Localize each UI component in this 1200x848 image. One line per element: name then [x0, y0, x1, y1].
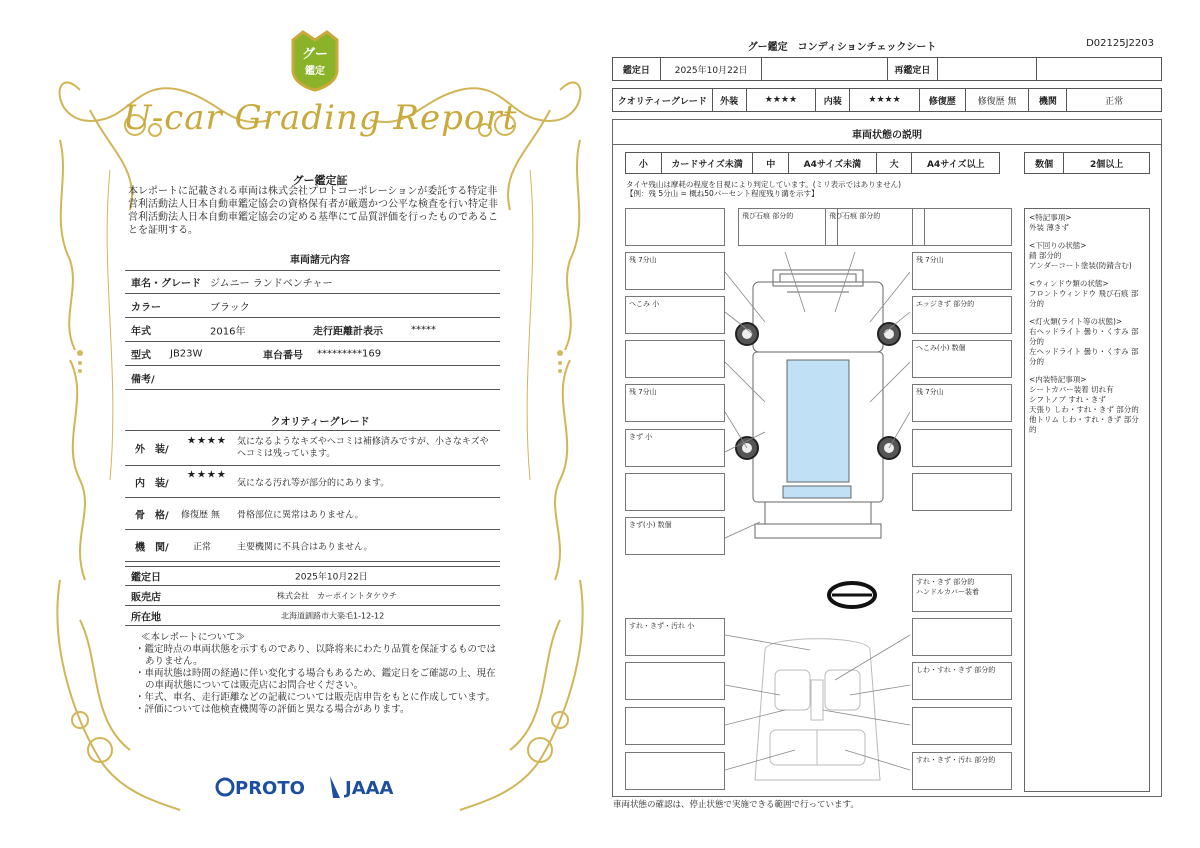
model-value: JB23W [170, 348, 203, 359]
date-table [612, 57, 1162, 81]
year-label: 年式 [131, 326, 151, 337]
tire-note-line: タイヤ残山は摩耗の程度を目視により判定しています。(ミリ表示ではありません) [626, 180, 902, 189]
grade-row-exterior [125, 430, 500, 466]
interior-box: しわ・すれ・きず 部分的 [912, 662, 1012, 700]
interior-stars: ★★★★ [187, 469, 227, 481]
size-small-label: 小 [626, 153, 662, 173]
chassis-value: *********169 [317, 348, 382, 359]
remarks-label: 備考/ [131, 374, 155, 385]
sheet-code: D02125J2203 [1086, 38, 1154, 49]
info-row-address [125, 606, 500, 626]
jaaa-logo-text: JAAA [345, 778, 394, 799]
exterior-box [625, 340, 725, 378]
ext-label: 外装 [713, 89, 747, 111]
int-label: 内装 [816, 89, 850, 111]
special-line: <特記事項> [1029, 213, 1072, 222]
exterior-box [625, 473, 725, 511]
bottom-note: 車両状態の確認は、停止状態で実施できる範囲で行っています。 [613, 800, 859, 810]
grade-row-interior [125, 466, 500, 498]
exterior-box: 残 7分山 [912, 384, 1012, 422]
exterior-box: 残 7分山 [625, 384, 725, 422]
redate-blank-cell [1037, 58, 1161, 80]
note-item: ・評価については他検査機関等の評価と異なる場合があります。 [135, 704, 410, 715]
mileage-label: 走行距離計表示 [313, 326, 383, 337]
count-legend-table [1024, 152, 1150, 174]
shop-label: 販売店 [131, 592, 161, 603]
year-value: 2016年 [210, 326, 246, 337]
special-line: 天張り しわ・すれ・きず 部分的 [1029, 405, 1139, 414]
special-line: シフトノブ すれ・きず [1029, 395, 1106, 404]
interior-box [912, 707, 1012, 745]
spec-row-year [125, 318, 500, 342]
name-value: ジムニー ランドベンチャー [210, 278, 333, 290]
sheet-title: グー鑑定 コンディションチェックシート [747, 42, 937, 53]
info-row-date [125, 566, 500, 586]
date-value: 2025年10月22日 [661, 58, 763, 80]
frame-note: 骨格部位に異常はありません。 [237, 510, 364, 520]
ext-stars: ★★★★ [747, 89, 817, 111]
engine-label: 機 関/ [135, 542, 169, 553]
size-mid-desc: A4サイズ未満 [789, 153, 877, 173]
special-line: 他トリム しわ・すれ・きず 部分的 [1029, 415, 1139, 434]
quality-section-title: クオリティーグレード [270, 417, 370, 428]
count-label: 数個 [1025, 153, 1064, 173]
car-interior-diagram [725, 630, 910, 790]
specs-section-title: 車両諸元内容 [290, 255, 350, 266]
engine-label: 機関 [1029, 89, 1067, 111]
exterior-box: きず(小) 数個 [625, 517, 725, 555]
special-line: <ウィンドウ類の状態> [1029, 279, 1109, 288]
special-line: フロントウィンドウ 飛び石痕 部分的 [1029, 289, 1139, 308]
special-line: アンダーコート塗装(防錆含む) [1029, 261, 1132, 270]
exterior-box [625, 208, 725, 246]
spec-row-color [125, 294, 500, 318]
address-label: 所在地 [131, 612, 161, 623]
exterior-note: 気になるようなキズやヘコミは補修済みですが、小さなキズやヘコミは残っています。 [237, 437, 489, 459]
proto-logo-icon [217, 779, 233, 795]
quality-label: クオリティーグレード [613, 89, 713, 111]
count-value: 2個以上 [1090, 159, 1124, 170]
special-line: シートカバー装着 切れ有 [1029, 385, 1114, 394]
interior-box [912, 618, 1012, 656]
condition-title: 車両状態の説明 [852, 130, 922, 141]
special-line: <内装特記事項> [1029, 375, 1087, 384]
date-blank-cell [762, 58, 888, 80]
tire-note-line: 【例：残 5分山 = 概ね50パーセント程度残り溝を示す】 [626, 189, 819, 198]
svg-text:鑑定: 鑑定 [305, 66, 325, 77]
exterior-label: 外 装/ [135, 444, 169, 456]
frame-label: 骨 格/ [135, 510, 169, 521]
special-line: 右ヘッドライト 曇り・くすみ 部分的 [1029, 327, 1139, 346]
date-label: 鑑定日 [613, 58, 661, 80]
size-mid-label: 中 [753, 153, 789, 173]
interior-box: すれ・きず 部分的 ハンドルカバー装着 [912, 574, 1012, 612]
size-legend-table [625, 152, 1000, 174]
spec-row-remarks [125, 366, 500, 390]
notes-title: ≪本レポートについて≫ [141, 632, 246, 643]
interior-note: 気になる汚れ等が部分的にあります。 [237, 478, 390, 488]
info-row-shop [125, 586, 500, 606]
certificate-heading: グー鑑定証 [292, 174, 348, 187]
color-label: カラー [131, 302, 161, 313]
frame-value: 修復歴 無 [181, 510, 220, 520]
svg-text:グー: グー [301, 47, 329, 62]
spec-row-model [125, 342, 500, 366]
special-line: <灯火類(ライト等の状態)> [1029, 317, 1123, 326]
size-large-desc: A4サイズ以上 [926, 159, 985, 170]
interior-box [625, 662, 725, 700]
redate-value [938, 58, 1038, 80]
special-notes [1024, 208, 1150, 792]
interior-box [625, 752, 725, 790]
grading-certificate [40, 20, 600, 830]
interior-box [625, 707, 725, 745]
engine-value: 正常 [1105, 96, 1124, 107]
special-line: <下回りの状態> [1029, 241, 1087, 250]
engine-value: 正常 [193, 542, 212, 552]
repair-value: 修復歴 無 [966, 89, 1030, 111]
jaaa-logo-icon [330, 776, 340, 798]
mileage-value: ***** [411, 324, 436, 335]
model-label: 型式 [131, 350, 151, 361]
special-line: 外装 薄きず [1029, 223, 1069, 232]
exterior-box [912, 429, 1012, 467]
proto-logo-text: PROTO [235, 778, 305, 799]
tire-note [626, 180, 901, 198]
int-stars: ★★★★ [850, 89, 920, 111]
special-line: 錆 部分的 [1029, 251, 1062, 260]
address-value: 北海道釧路市大楽毛1-12-12 [281, 611, 385, 620]
note-item: ・車両状態は時間の経過に伴い変化する場合もあるため、鑑定日をご確認の上、現在の車両状態については販売店にお問合せください。 [135, 668, 496, 691]
exterior-box: きず 小 [625, 429, 725, 467]
color-value: ブラック [210, 302, 250, 313]
size-small-desc: カードサイズ未満 [662, 153, 754, 173]
grade-row-engine [125, 530, 500, 562]
exterior-box: 残 7分山 [625, 252, 725, 290]
exterior-stars: ★★★★ [187, 435, 227, 447]
name-label: 車名・グレード [131, 278, 201, 290]
engine-note: 主要機関に不具合はありません。 [237, 542, 373, 552]
exterior-box: へこみ(小) 数個 [912, 340, 1012, 378]
quality-table [612, 88, 1162, 112]
footer-logos [215, 772, 415, 802]
exterior-box [912, 473, 1012, 511]
goo-kantei-badge-icon [285, 30, 345, 92]
special-line: 左ヘッドライト 曇り・くすみ 部分的 [1029, 347, 1139, 366]
report-title: U-car Grading Report [122, 98, 518, 138]
report-notes [135, 632, 505, 716]
title-divider [613, 144, 1161, 145]
chassis-label: 車台番号 [263, 350, 303, 361]
grade-row-frame [125, 498, 500, 530]
exterior-box [912, 208, 1012, 246]
certificate-body: 本レポートに記載される車両は株式会社プロトコーポレーションが委託する特定非営利活動法人日本自動車鑑定協会の資格保有者が厳選かつ公平な検査を行い特定非営利活動法人日本自動車鑑定協会の定める基準にて品質評価を行ったものであることを証明する。 [128, 186, 498, 236]
exterior-box: エッジきず 部分的 [912, 296, 1012, 334]
date-label: 鑑定日 [131, 572, 161, 584]
shop-value: 株式会社 カーポイントタケウチ [277, 591, 397, 600]
note-item: ・鑑定時点の車両状態を示すものであり、以降将来にわたり品質を保証するものではありません。 [135, 644, 497, 667]
exterior-box: 飛び石痕 部分的 [825, 208, 925, 246]
interior-label: 内 装/ [135, 478, 169, 489]
car-exterior-diagram [725, 252, 910, 542]
exterior-box: 残 7分山 [912, 252, 1012, 290]
spec-row-name [125, 270, 500, 294]
redate-label: 再鑑定日 [888, 58, 938, 80]
exterior-box: へこみ 小 [625, 296, 725, 334]
steering-wheel-icon [826, 580, 878, 610]
size-large-label: 大 [877, 153, 913, 173]
interior-box: すれ・きず・汚れ 部分的 [912, 752, 1012, 790]
note-item: ・年式、車名、走行距離などの記載については販売店申告をもとに作成しています。 [135, 692, 496, 703]
interior-box: すれ・きず・汚れ 小 [625, 618, 725, 656]
exterior-box: 飛び石痕 部分的 [738, 208, 838, 246]
date-value: 2025年10月22日 [295, 572, 368, 583]
repair-label: 修復歴 [920, 89, 966, 111]
